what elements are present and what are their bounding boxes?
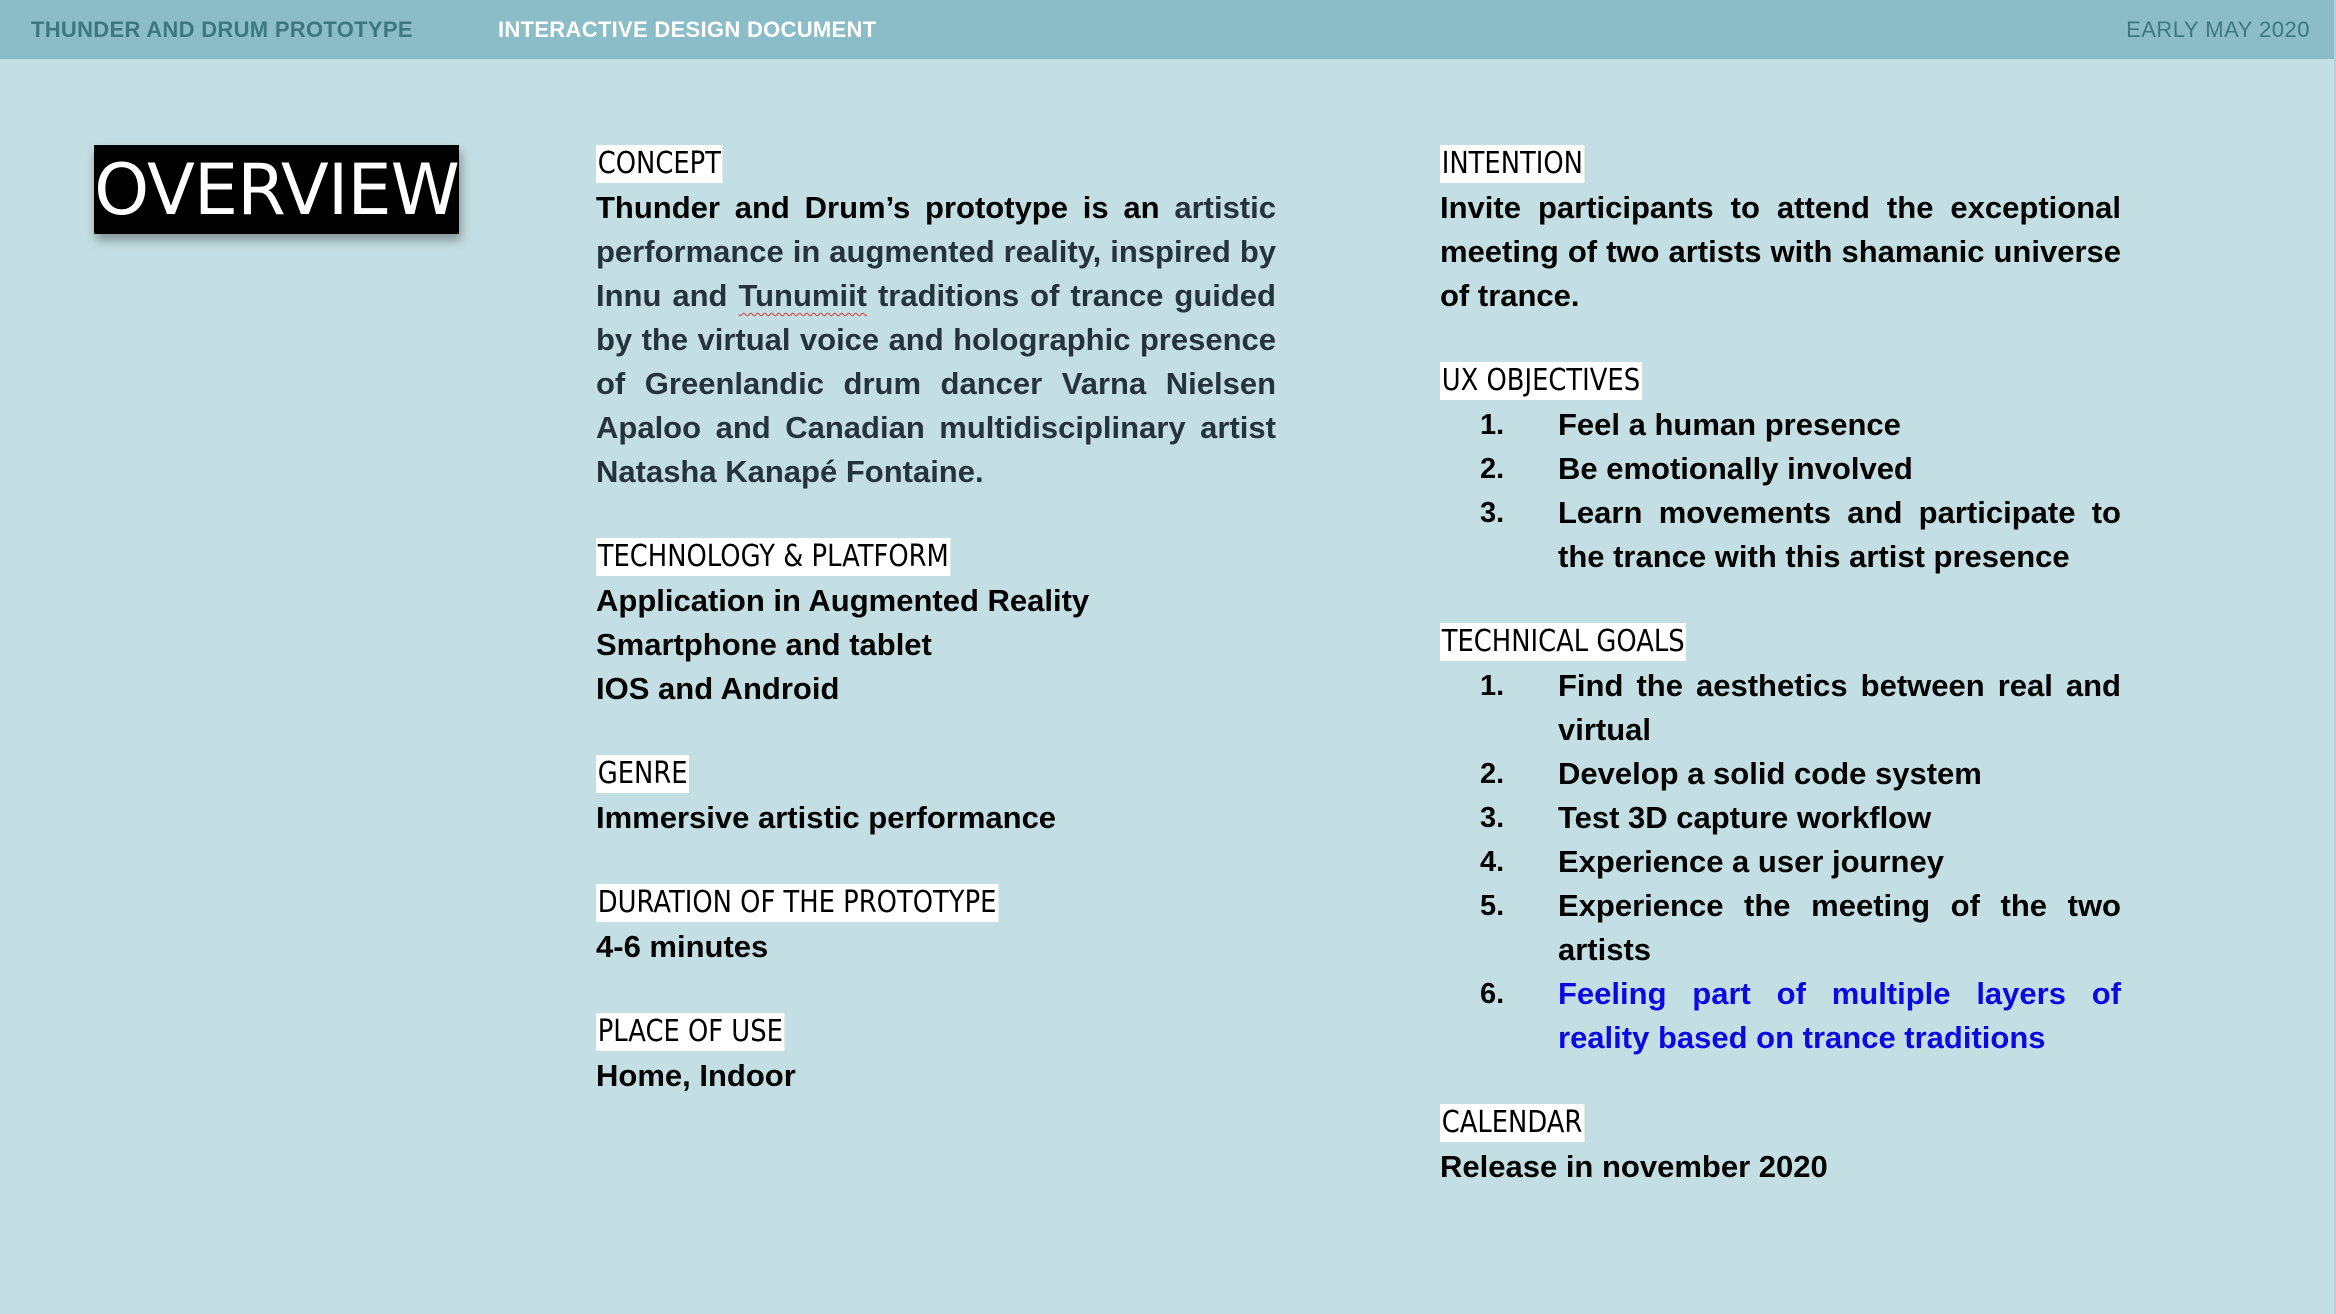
concept-text-part-b: traditions of trance guided by the virtual voice and holographic presence of Greenlandic drum dancer Varna Nielsen Apaloo and Canadian multidisciplinary artist Natasha Kanapé Fontaine. [596,278,1276,489]
spacer [1440,579,2121,623]
document-subtitle: INTERACTIVE DESIGN DOCUMENT [498,17,877,42]
spacer [596,969,1276,1013]
concept-section [596,145,1276,494]
list-text: Learn movements and participate to the trance with this artist presence [1558,495,2121,574]
list-number: 4. [1480,846,1505,878]
list-text: Feeling part of multiple layers of reality based on trance traditions [1558,976,2121,1055]
list-number: 2. [1480,453,1505,485]
duration-heading: DURATION OF THE PROTOTYPE [597,885,997,920]
place-text: Home, Indoor [596,1058,796,1093]
technology-list [596,579,1276,711]
ux-objectives-section [1440,362,2121,579]
spacer [596,494,1276,538]
concept-text-part-a: artistic performance in augmented reality, inspired by Innu and [596,190,1276,313]
document-header-bar [0,0,2334,59]
spacer [596,711,1276,755]
ux-objectives-list [1440,403,2121,579]
technology-line: Smartphone and tablet [596,627,932,662]
list-item-highlighted [1440,972,2121,1060]
spacer [596,840,1276,884]
list-number: 1. [1480,670,1505,702]
spellcheck-flagged-word[interactable]: Tunumiit [738,278,868,313]
technology-heading: TECHNOLOGY & PLATFORM [597,539,949,574]
spacer [1440,1060,2121,1104]
place-section [596,1013,1276,1098]
technology-line: IOS and Android [596,671,840,706]
list-text: Find the aesthetics between real and virtual [1558,668,2121,747]
list-item [1440,447,2121,491]
intention-text: Invite participants to attend the exceptional meeting of two artists with shamanic universe of trance. [1440,190,2121,313]
technical-goals-section [1440,623,2121,1060]
list-item [1440,884,2121,972]
concept-lead: Thunder and Drum’s prototype is an [596,190,1160,225]
calendar-heading: CALENDAR [1441,1105,1583,1140]
list-item [1440,752,2121,796]
technical-goals-heading: TECHNICAL GOALS [1441,624,1685,659]
calendar-text: Release in november 2020 [1440,1149,1828,1184]
intention-heading: INTENTION [1441,146,1583,181]
list-text: Be emotionally involved [1558,451,1913,486]
list-item [1440,796,2121,840]
genre-text: Immersive artistic performance [596,800,1057,835]
list-item [1440,840,2121,884]
list-text: Test 3D capture workflow [1558,800,1932,835]
intention-section [1440,145,2121,318]
list-number: 2. [1480,758,1505,790]
list-text: Feel a human presence [1558,407,1901,442]
technology-line: Application in Augmented Reality [596,583,1090,618]
list-number: 6. [1480,978,1505,1010]
technology-section [596,538,1276,711]
calendar-section [1440,1104,2121,1189]
list-number: 1. [1480,409,1505,441]
list-item [1440,491,2121,579]
genre-heading: GENRE [597,756,688,791]
concept-heading: CONCEPT [597,146,721,181]
concept-text [596,186,1276,494]
list-number: 3. [1480,802,1505,834]
spacer [1440,318,2121,362]
page-title-box [94,145,459,234]
place-heading: PLACE OF USE [597,1014,783,1049]
list-text: Develop a solid code system [1558,756,1982,791]
ux-objectives-heading: UX OBJECTIVES [1441,363,1641,398]
duration-section [596,884,1276,969]
page-title: OVERVIEW [94,148,459,231]
right-column [1440,145,2121,1189]
list-item [1440,403,2121,447]
document-date: EARLY MAY 2020 [2126,17,2310,42]
document-title: THUNDER AND DRUM PROTOTYPE [31,17,413,42]
list-number: 3. [1480,497,1505,529]
list-text: Experience the meeting of the two artists [1558,888,2121,967]
technical-goals-list [1440,664,2121,1060]
list-text: Experience a user journey [1558,844,1944,879]
left-column [596,145,1276,1098]
genre-section [596,755,1276,840]
list-item [1440,664,2121,752]
list-number: 5. [1480,890,1505,922]
duration-text: 4-6 minutes [596,929,769,964]
